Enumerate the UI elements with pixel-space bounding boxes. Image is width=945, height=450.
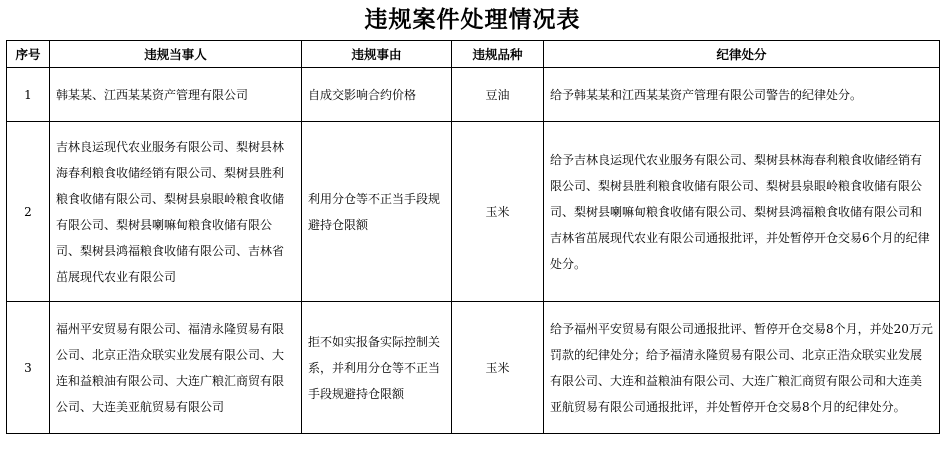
table-row (7, 68, 940, 122)
cell-party: 福州平安贸易有限公司、福清永隆贸易有限公司、北京正浩众联实业发展有限公司、大连和益粮油有限公司、大连广粮汇商贸有限公司、大连美亚航贸易有限公司 (50, 302, 302, 434)
cell-no: 1 (7, 68, 50, 122)
cell-variety: 豆油 (452, 68, 544, 122)
header-party: 违规当事人 (50, 41, 302, 68)
cell-discipline: 给予福州平安贸易有限公司通报批评、暂停开仓交易8个月，并处20万元罚款的纪律处分；给予福清永隆贸易有限公司、北京正浩众联实业发展有限公司、大连和益粮油有限公司、大连广粮汇商贸有限公司和大连美亚航贸易有限公司通报批评，并处暂停开仓交易8个月的纪律处分。 (544, 302, 940, 434)
table-row (7, 122, 940, 302)
header-no: 序号 (7, 41, 50, 68)
cell-discipline: 给予吉林良运现代农业服务有限公司、梨树县林海春利粮食收储经销有限公司、梨树县胜利粮食收储有限公司、梨树县泉眼岭粮食收储有限公司、梨树县喇嘛甸粮食收储有限公司、梨树县鸿福粮食收储有限公司和吉林省茁展现代农业有限公司通报批评，并处暂停开仓交易6个月的纪律处分。 (544, 122, 940, 302)
header-discipline: 纪律处分 (544, 41, 940, 68)
table-header-row (7, 41, 940, 68)
cell-no: 2 (7, 122, 50, 302)
cell-party: 吉林良运现代农业服务有限公司、梨树县林海春利粮食收储经销有限公司、梨树县胜利粮食收储有限公司、梨树县泉眼岭粮食收储有限公司、梨树县喇嘛甸粮食收储有限公司、梨树县鸿福粮食收储有限公司、吉林省茁展现代农业有限公司 (50, 122, 302, 302)
cell-party: 韩某某、江西某某资产管理有限公司 (50, 68, 302, 122)
cell-reason: 利用分仓等不正当手段规避持仓限额 (302, 122, 452, 302)
cell-variety: 玉米 (452, 122, 544, 302)
header-variety: 违规品种 (452, 41, 544, 68)
table-row (7, 302, 940, 434)
document-title: 违规案件处理情况表 (364, 6, 581, 33)
cell-variety: 玉米 (452, 302, 544, 434)
cell-no: 3 (7, 302, 50, 434)
cell-discipline: 给予韩某某和江西某某资产管理有限公司警告的纪律处分。 (544, 68, 940, 122)
violations-table (6, 40, 940, 434)
header-reason: 违规事由 (302, 41, 452, 68)
cell-reason: 自成交影响合约价格 (302, 68, 452, 122)
cell-reason: 拒不如实报备实际控制关系，并利用分仓等不正当手段规避持仓限额 (302, 302, 452, 434)
